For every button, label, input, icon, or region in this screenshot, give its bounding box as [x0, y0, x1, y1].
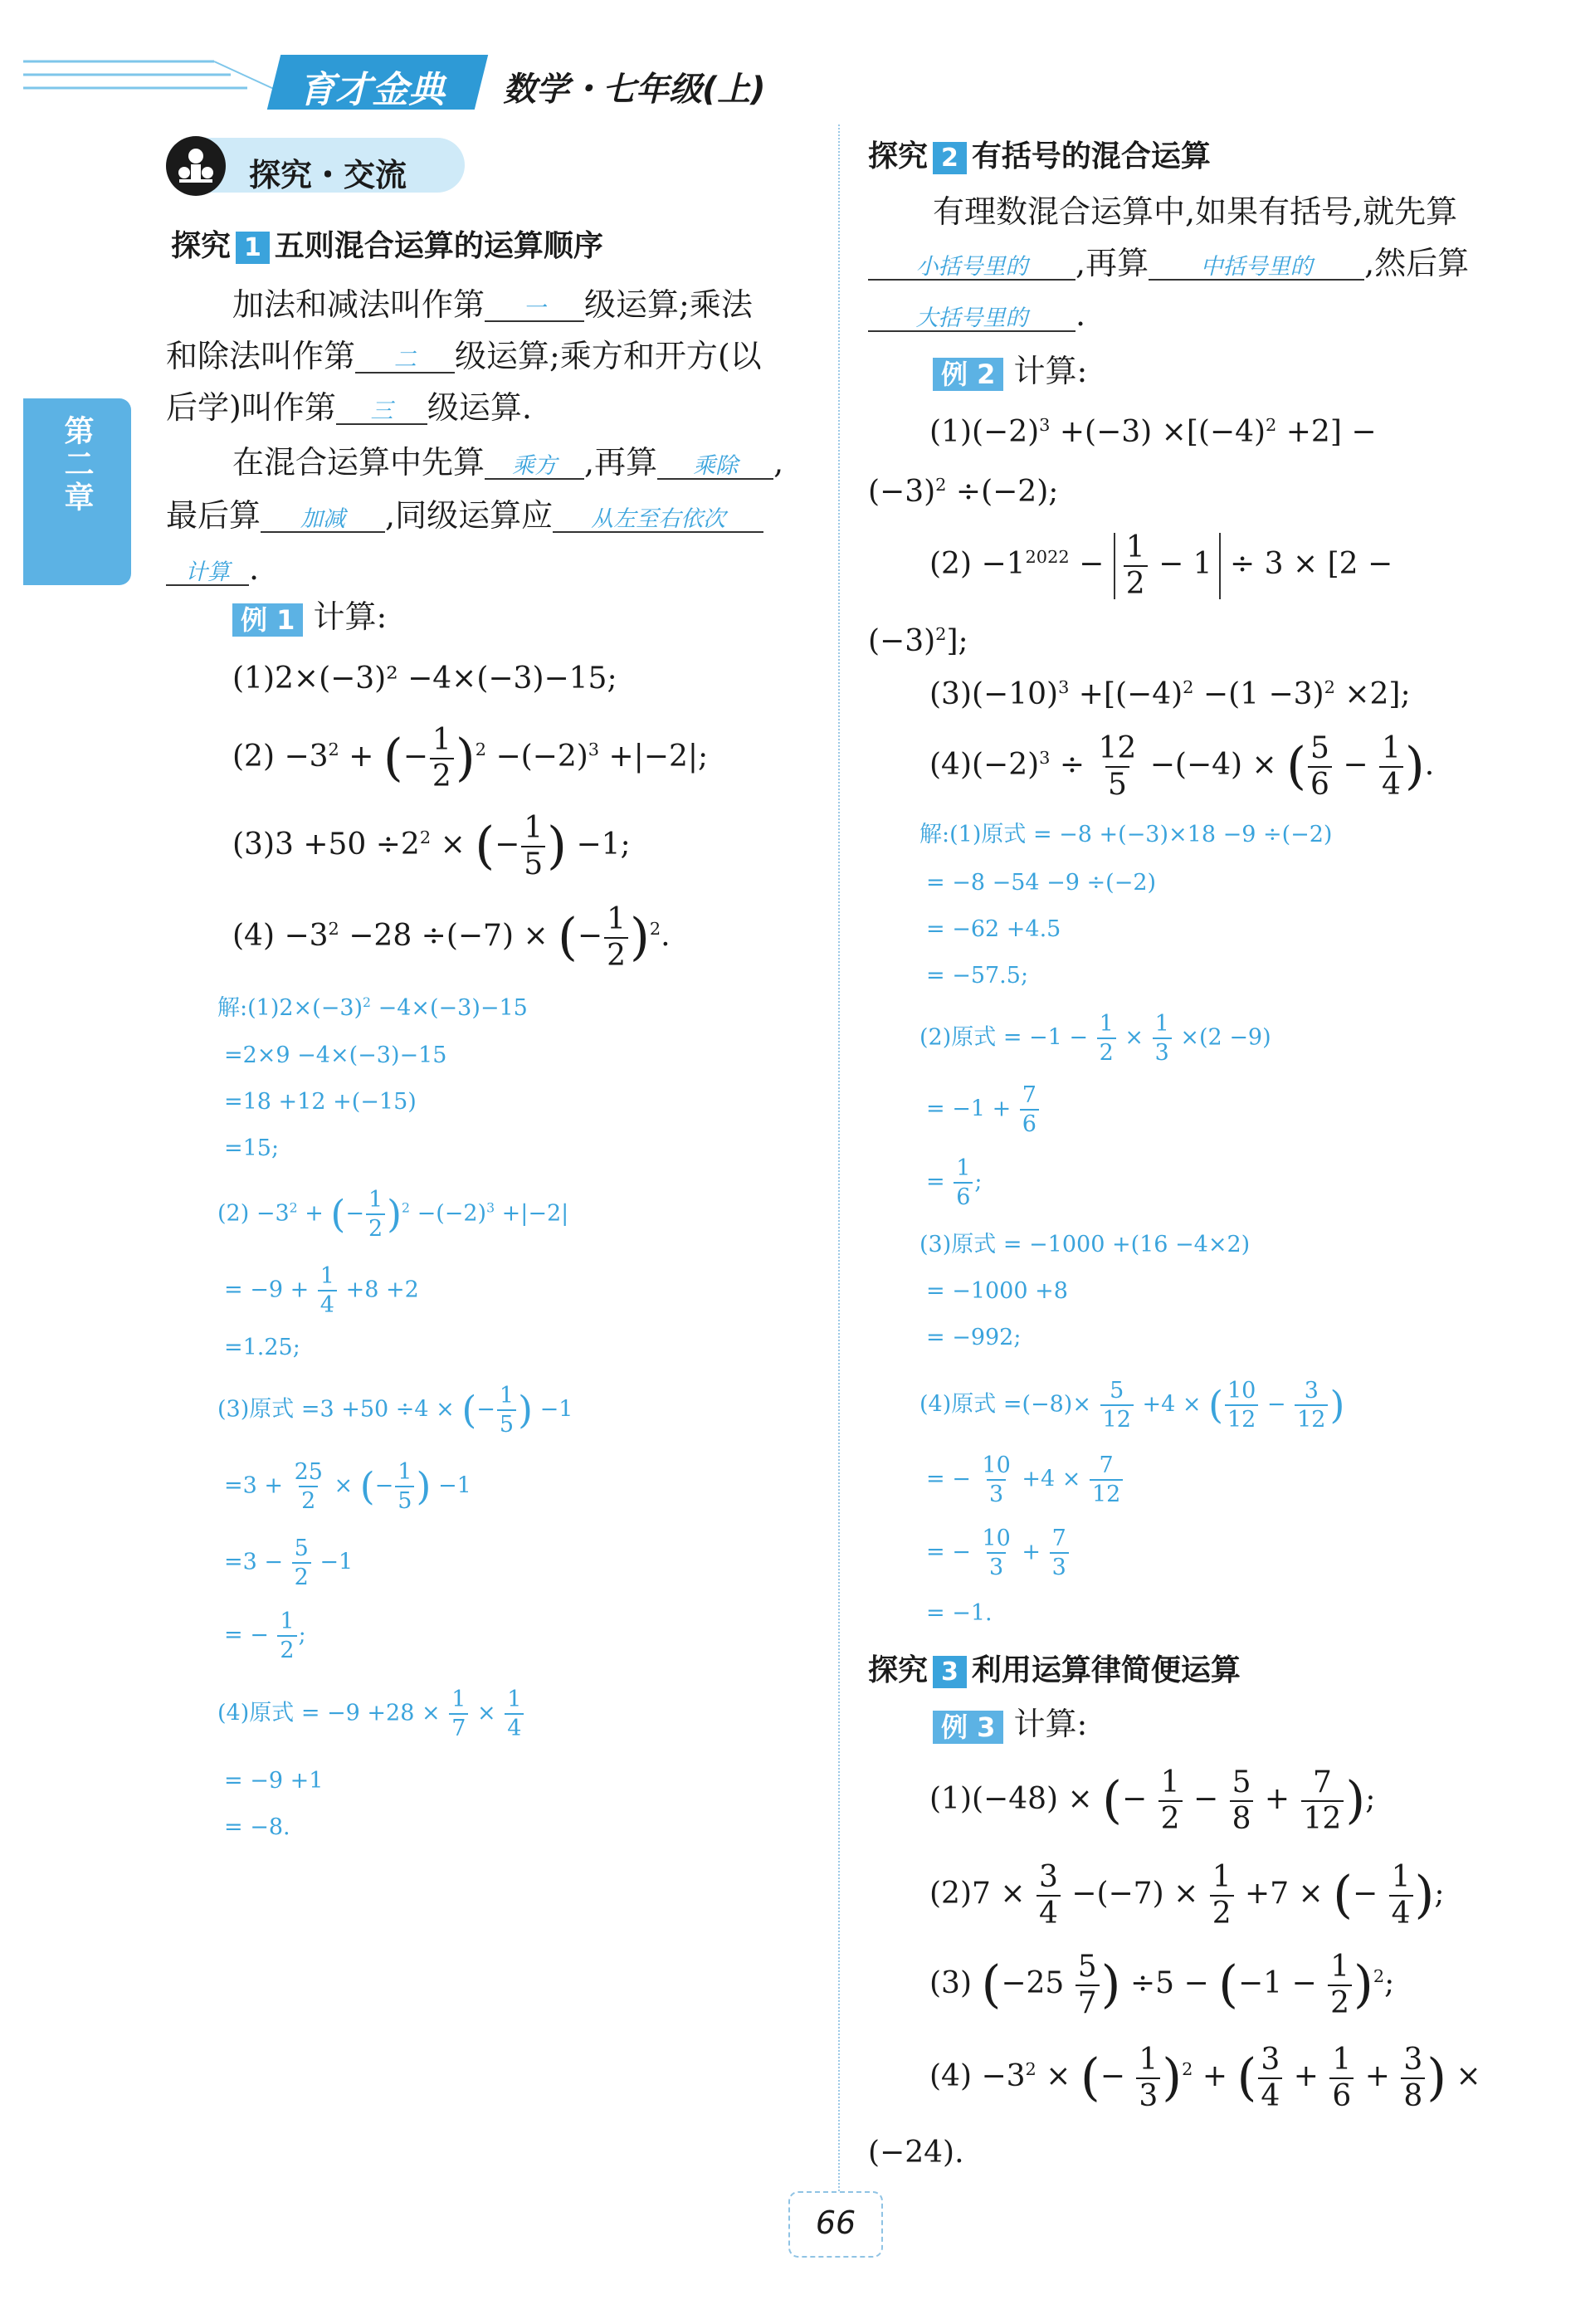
ex2-sol-1a: 解:(1)原式 = −8 +(−3)×18 −9 ÷(−2) [919, 822, 1333, 847]
ex1-sol-1c: =18 +12 +(−15) [224, 1089, 417, 1115]
ex2-sol-1d: = −57.5; [926, 963, 1029, 989]
ex2-sol-2a: (2)原式 = −1 − $\frac{1}{2}$ × $\frac{1}{3}$ ×(2 −9) [919, 1011, 1271, 1066]
explore2-line2: 小括号里的 ,再算 中括号里的 ,然后算 [868, 247, 1469, 281]
ex2-q2b: $(-3)^2$]; [868, 624, 968, 658]
explore1-num: 1 [236, 232, 270, 264]
ex3-q4a: $(4) -3^2$ × (− $\frac{1}{3}$ )$^2$ + ( $\frac{3}{4}$ + $\frac{1}{6}$ + $\frac{3}{8}$ ) × [929, 2043, 1481, 2113]
ex1-q3: $(3)3 +50 \div 2^2$ × (− $\frac{1}{5}$ ) −1; [232, 811, 631, 881]
ex2-sol-2c: = $\frac{1}{6}$ ; [926, 1155, 983, 1210]
explore1-line6: 计算 . [166, 553, 259, 586]
answer-b1: 小括号里的 [915, 254, 1028, 280]
example3-label: 计算: [1013, 1706, 1088, 1742]
ex3-q4b: (−24). [868, 2136, 964, 2170]
explore3-title: 利用运算律简便运算 [971, 1653, 1241, 1687]
example1-label: 计算: [313, 598, 388, 635]
example2-heading [933, 355, 1087, 391]
ex3-q3: (3) (−25 $\frac{5}{7}$ ) ÷5 − (−1 − $\frac{1}{2}$ )$^2$; [929, 1950, 1395, 2020]
explore1-line3: 后学)叫作第 三 级运算. [166, 389, 532, 426]
ex2-sol-1c: = −62 +4.5 [926, 916, 1061, 942]
ex1-q1: (1)2×(−3)² −4×(−3)−15; [232, 662, 617, 696]
ex1-sol-3d: = − $\frac{1}{2}$ ; [224, 1609, 306, 1663]
example2-badge: 例 2 [933, 358, 1003, 391]
explore1-line2: 和除法叫作第 二 级运算;乘方和开方(以 [166, 338, 762, 374]
ex1-sol-1b: =2×9 −4×(−3)−15 [224, 1042, 447, 1068]
header-subject: 数学・七年级(上) [503, 71, 766, 109]
ex2-sol-4d: = −1. [926, 1600, 993, 1626]
ex2-q4: $(4)(-2)^3$ ÷ $\frac{12}{5}$ −(−4) × ( $\frac{5}{6}$ − $\frac{1}{4}$ ). [929, 731, 1435, 802]
explore-word: 探究 [171, 229, 232, 263]
ex2-sol-2b: = −1 + $\frac{7}{6}$ [926, 1084, 1041, 1135]
ex2-q1b: $(-3)^2 \div(-2)$; [868, 475, 1059, 509]
example1-heading [232, 598, 388, 637]
example1-badge: 例 1 [232, 603, 303, 637]
answer-a6: 加减 [300, 506, 346, 532]
explore2-line1: 有理数混合运算中,如果有括号,就先算 [933, 193, 1458, 230]
ex2-q1a: $(1)(-2)^3 +(-3) \times[(-4)^2 +2]$ − [929, 415, 1377, 449]
explore2-heading: 探究 2 有括号的混合运算 [868, 139, 1211, 173]
explore3-heading: 探究 3 利用运算律简便运算 [868, 1653, 1241, 1687]
ex1-sol-4a: (4)原式 = −9 +28 × $\frac{1}{7}$ × $\frac{1}{4}$ [217, 1688, 525, 1740]
ex1-sol-4b: = −9 +1 [224, 1768, 324, 1794]
example2-label: 计算: [1013, 353, 1088, 389]
explore2-num: 2 [933, 142, 967, 174]
explore1-line5: 最后算 加减 ,同级运算应 从左至右依次 [166, 500, 763, 533]
ex3-q2: (2)7 × $\frac{3}{4}$ −(−7) × $\frac{1}{2}$ +7 × (− $\frac{1}{4}$ ); [929, 1860, 1445, 1931]
answer-b2: 中括号里的 [1200, 254, 1313, 280]
ex2-q2a: $(2) -1^{2022}$ − $\frac{1}{2}$ − 1 ÷ 3 × [2 − [929, 530, 1393, 601]
chapter-side-tab-label: 第二章 [60, 415, 94, 515]
explore1-heading [171, 222, 603, 265]
ex2-sol-4b: = − $\frac{10}{3}$ +4 × $\frac{7}{12}$ [926, 1454, 1124, 1506]
ex2-q3: $(3)(-10)^3 +[(-4)^2 -(1 -3)^2 \times 2]$; [929, 677, 1411, 711]
ex2-sol-3b: = −1000 +8 [926, 1278, 1068, 1304]
explore2-title: 有括号的混合运算 [971, 139, 1211, 173]
section-icon [166, 136, 226, 196]
answer-a5: 乘除 [693, 453, 739, 479]
explore1-title: 五则混合运算的运算顺序 [274, 229, 603, 263]
explore2-line3: 大括号里的 . [868, 299, 1085, 332]
explore3-num: 3 [933, 1656, 967, 1688]
answer-a2: 二 [393, 347, 417, 373]
ex2-sol-4a: (4)原式 =(−8)× $\frac{5}{12}$ +4 × ( $\frac{10}{12}$ − $\frac{3}{12}$ ) [919, 1378, 1345, 1433]
ex1-sol-2c: =1.25; [224, 1335, 300, 1360]
ex1-sol-4c: = −8. [224, 1814, 290, 1840]
ex1-sol-3c: =3 − $\frac{5}{2}$ −1 [224, 1536, 354, 1590]
explore1-line4: 在混合运算中先算 乘方 ,再算 乘除 , [232, 444, 784, 481]
answer-a4: 乘方 [512, 453, 558, 479]
ex1-sol-1d: =15; [224, 1135, 280, 1161]
answer-a1: 一 [523, 295, 546, 321]
section-title: 探究・交流 [249, 157, 407, 193]
chapter-side-tab [23, 398, 131, 585]
answer-b3: 大括号里的 [915, 305, 1028, 331]
example3-badge: 例 3 [933, 1711, 1003, 1744]
ex1-sol-2b: = −9 + $\frac{1}{4}$ +8 +2 [224, 1263, 419, 1318]
example3-heading [933, 1708, 1087, 1744]
ex1-q2: $(2) -3^2$ + (− $\frac{1}{2}$ )$^2 -(-2)^3 +|-2|$; [232, 723, 709, 793]
people-icon [166, 136, 226, 196]
column-divider [838, 124, 840, 2191]
ex1-sol-3b: =3 + $\frac{25}{2}$ × (− $\frac{1}{5}$ ) −1 [224, 1459, 471, 1514]
ex3-q1: (1)(−48) × (− $\frac{1}{2}$ − $\frac{5}{8}$ + $\frac{7}{12}$ ); [929, 1765, 1376, 1836]
ex1-q4: $(4) -3^2 -28 \div(-7)$ × (− $\frac{1}{2}$ )$^2$. [232, 902, 671, 973]
answer-a3: 三 [370, 398, 393, 424]
ex1-sol-3a: (3)原式 =3 +50 ÷4 × (− $\frac{1}{5}$ ) −1 [217, 1383, 573, 1438]
answer-a7a: 从左至右依次 [591, 506, 726, 532]
ex2-sol-1b: = −8 −54 −9 ÷(−2) [926, 870, 1157, 896]
answer-a7b: 计算 [185, 559, 230, 585]
header-brand: 育才金典 [299, 69, 445, 111]
ex2-sol-4c: = − $\frac{10}{3}$ + $\frac{7}{3}$ [926, 1527, 1071, 1579]
ex1-sol-1a: 解$:(1)2\times(-3)^2 -4\times(-3)-15$ [217, 994, 528, 1021]
ex1-sol-2a: $(2) -3^2$ + (− $\frac{1}{2}$ )$^2 -(-2)^3 +|-2|$ [217, 1187, 569, 1242]
ex2-sol-3a: (3)原式 = −1000 +(16 −4×2) [919, 1232, 1251, 1257]
ex2-sol-3c: = −992; [926, 1325, 1022, 1350]
page-number: 66 [815, 2204, 856, 2241]
explore1-line1: 加法和减法叫作第 一 级运算;乘法 [232, 286, 753, 323]
